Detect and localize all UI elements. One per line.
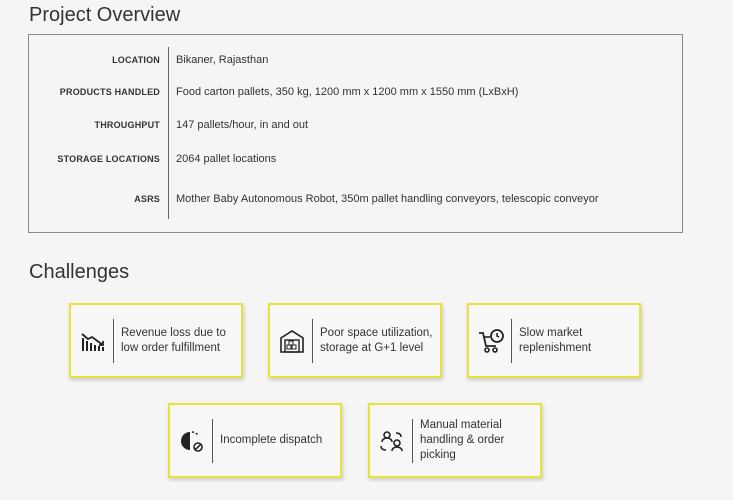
overview-row-throughput — [29, 115, 682, 135]
warehouse-icon — [278, 327, 306, 355]
challenge-text: Manual material handling & order picking — [420, 419, 505, 461]
challenges-title: Challenges — [29, 261, 130, 283]
card-separator — [113, 319, 114, 363]
card-separator — [511, 319, 512, 363]
challenge-text: Incomplete dispatch — [220, 434, 323, 446]
throughput-label: THROUGHPUT — [94, 120, 160, 130]
card-separator — [212, 419, 213, 463]
products-value: Food carton pallets, 350 kg, 1200 mm x 1200 mm x 1550 mm (LxBxH) — [176, 86, 519, 98]
challenge-text: Revenue loss due to low order fulfillment — [121, 326, 226, 354]
project-overview-title: Project Overview — [29, 4, 181, 26]
challenge-card-space-utilization — [268, 303, 442, 378]
manual-handling-icon — [378, 427, 406, 455]
asrs-label: ASRS — [134, 194, 160, 204]
card-separator — [412, 419, 413, 463]
challenge-card-slow-replenishment — [467, 303, 641, 378]
throughput-value: 147 pallets/hour, in and out — [176, 119, 309, 131]
challenge-card-manual-handling — [368, 403, 542, 478]
asrs-value: Mother Baby Autonomous Robot, 350m pallet handling conveyors, telescopic conveyor — [176, 193, 599, 205]
incomplete-dispatch-icon — [178, 427, 206, 455]
overview-row-location — [29, 50, 682, 70]
project-overview-table — [28, 34, 683, 233]
products-label: PRODUCTS HANDLED — [59, 87, 160, 97]
overview-row-products — [29, 82, 682, 102]
challenge-card-incomplete-dispatch — [168, 403, 342, 478]
declining-chart-icon — [79, 327, 107, 355]
challenge-text: Slow market replenishment — [519, 326, 592, 354]
storage-value: 2064 pallet locations — [176, 153, 277, 165]
card-separator — [312, 319, 313, 363]
challenge-text: Poor space utilization, storage at G+1 level — [320, 326, 433, 354]
location-label: LOCATION — [112, 55, 160, 65]
overview-row-storage — [29, 149, 682, 169]
challenge-card-revenue-loss — [69, 303, 243, 378]
cart-clock-icon — [477, 327, 505, 355]
location-value: Bikaner, Rajasthan — [176, 54, 269, 66]
storage-label: STORAGE LOCATIONS — [57, 154, 160, 164]
overview-row-asrs — [29, 189, 682, 209]
